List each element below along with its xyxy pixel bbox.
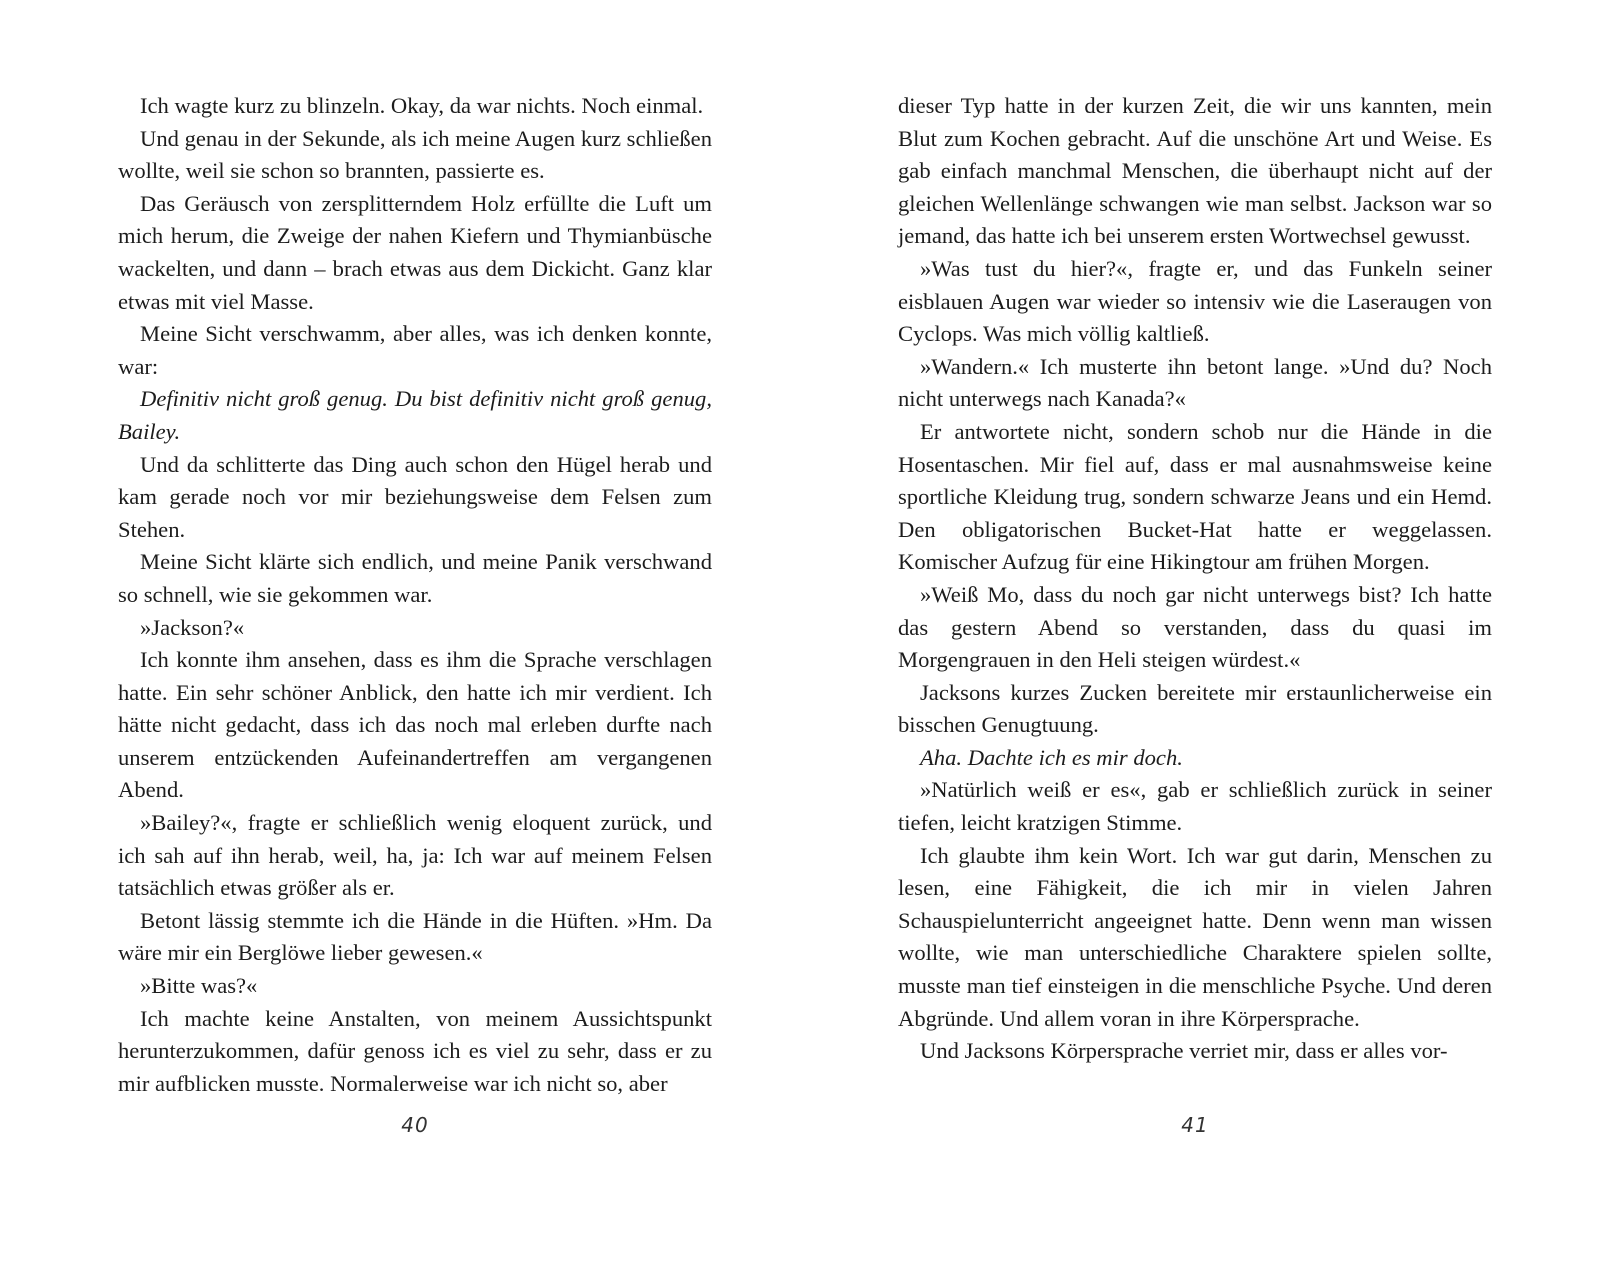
- page-number: 40: [401, 1113, 429, 1137]
- paragraph: Und genau in der Sekunde, als ich meine Augen kurz schließen wollte, weil sie schon so brannten, passierte es.: [118, 125, 712, 184]
- italic-thought: Definitiv nicht groß genug. Du bist definitiv nicht groß genug, Bailey.: [118, 386, 712, 444]
- paragraph: Das Geräusch von zersplitterndem Holz erfüllte die Luft um mich herum, die Zweige der nahen Kiefern und Thymianbüsche wackelten, und dann – brach etwas aus dem Dickicht. Ganz klar etwas mit viel Masse.: [118, 190, 712, 314]
- paragraph: Und da schlitterte das Ding auch schon den Hügel herab und kam gerade noch vor mir beziehungsweise dem Felsen zum Stehen.: [118, 451, 712, 542]
- right-page-text: [898, 90, 1492, 1068]
- paragraph: Er antwortete nicht, sondern schob nur die Hände in die Hosentaschen. Mir fiel auf, dass er mal ausnahmsweise keine sportliche Kleidung trug, sondern schwarze Jeans und ein Hemd. Den obligatorischen Bucket-Hat hatte er weggelassen. Komischer Aufzug für eine Hikingtour am frühen Morgen.: [898, 418, 1492, 575]
- paragraph: Meine Sicht klärte sich endlich, und meine Panik verschwand so schnell, wie sie gekommen war.: [118, 549, 712, 607]
- paragraph: »Wandern.« Ich musterte ihn betont lange. »Und du? Noch nicht unterwegs nach Kanada?«: [898, 353, 1492, 412]
- left-page: [118, 90, 712, 1190]
- right-page: [898, 90, 1492, 1190]
- dialogue-line: »Bitte was?«: [140, 973, 258, 999]
- paragraph: »Bailey?«, fragte er schließlich wenig eloquent zurück, und ich sah auf ihn herab, weil, ha, ja: Ich war auf meinem Felsen tatsächlich etwas größer als er.: [118, 810, 712, 901]
- paragraph: Ich machte keine Anstalten, von meinem Aussichtspunkt herunterzukommen, dafür genoss ich es viel zu sehr, dass er zu mir aufblicken musste. Normalerweise war ich nicht so, aber: [118, 1005, 712, 1096]
- paragraph: »Weiß Mo, dass du noch gar nicht unterwegs bist? Ich hatte das gestern Abend so verstanden, dass du quasi im Morgengrauen in den Heli steigen würdest.«: [898, 581, 1492, 673]
- italic-thought: Aha. Dachte ich es mir doch.: [920, 744, 1183, 770]
- paragraph: Und Jacksons Körpersprache verriet mir, dass er alles vor-: [920, 1038, 1448, 1064]
- paragraph: Ich glaubte ihm kein Wort. Ich war gut darin, Menschen zu lesen, eine Fähigkeit, die ich mir in vielen Jahren Schauspielunterricht angeeignet hatte. Denn wenn man wissen wollte, wie man unterschiedliche Charaktere spielen sollte, musste man tief einsteigen in die menschliche Psyche. Und deren Abgründe. Und allem voran in ihre Körpersprache.: [898, 842, 1492, 1031]
- paragraph: Ich konnte ihm ansehen, dass es ihm die Sprache verschlagen hatte. Ein sehr schöner Anblick, den hatte ich mir verdient. Ich hätte nicht gedacht, dass ich das noch mal erleben durfte nach unserem entzückenden Aufeinandertreffen am vergangenen Abend.: [118, 647, 712, 803]
- paragraph: Ich wagte kurz zu blinzeln. Okay, da war nichts. Noch einmal.: [140, 93, 704, 118]
- left-page-text: [118, 90, 712, 1100]
- page-number: 41: [1181, 1113, 1209, 1137]
- paragraph-continued: dieser Typ hatte in der kurzen Zeit, die wir uns kannten, mein Blut zum Kochen gebracht. Auf die unschöne Art und Weise. Es gab einfach manchmal Menschen, die überhaupt nicht auf der gleichen Wellenlänge schwangen wie man selbst. Jackson war so jemand, das hatte ich bei unserem ersten Wortwechsel gewusst.: [898, 93, 1492, 249]
- paragraph: Jacksons kurzes Zucken bereitete mir erstaunlicherweise ein bisschen Genugtuung.: [898, 679, 1492, 738]
- paragraph: Betont lässig stemmte ich die Hände in die Hüften. »Hm. Da wäre mir ein Berglöwe lieber gewesen.«: [118, 907, 712, 966]
- paragraph: »Was tust du hier?«, fragte er, und das Funkeln seiner eisblauen Augen war wieder so intensiv wie die Laseraugen von Cyclops. Was mich völlig kaltließ.: [898, 255, 1492, 347]
- paragraph: »Natürlich weiß er es«, gab er schließlich zurück in seiner tiefen, leicht kratzigen Stimme.: [898, 777, 1492, 836]
- paragraph: Meine Sicht verschwamm, aber alles, was ich denken konnte, war:: [118, 321, 712, 379]
- dialogue-line: »Jackson?«: [140, 614, 245, 640]
